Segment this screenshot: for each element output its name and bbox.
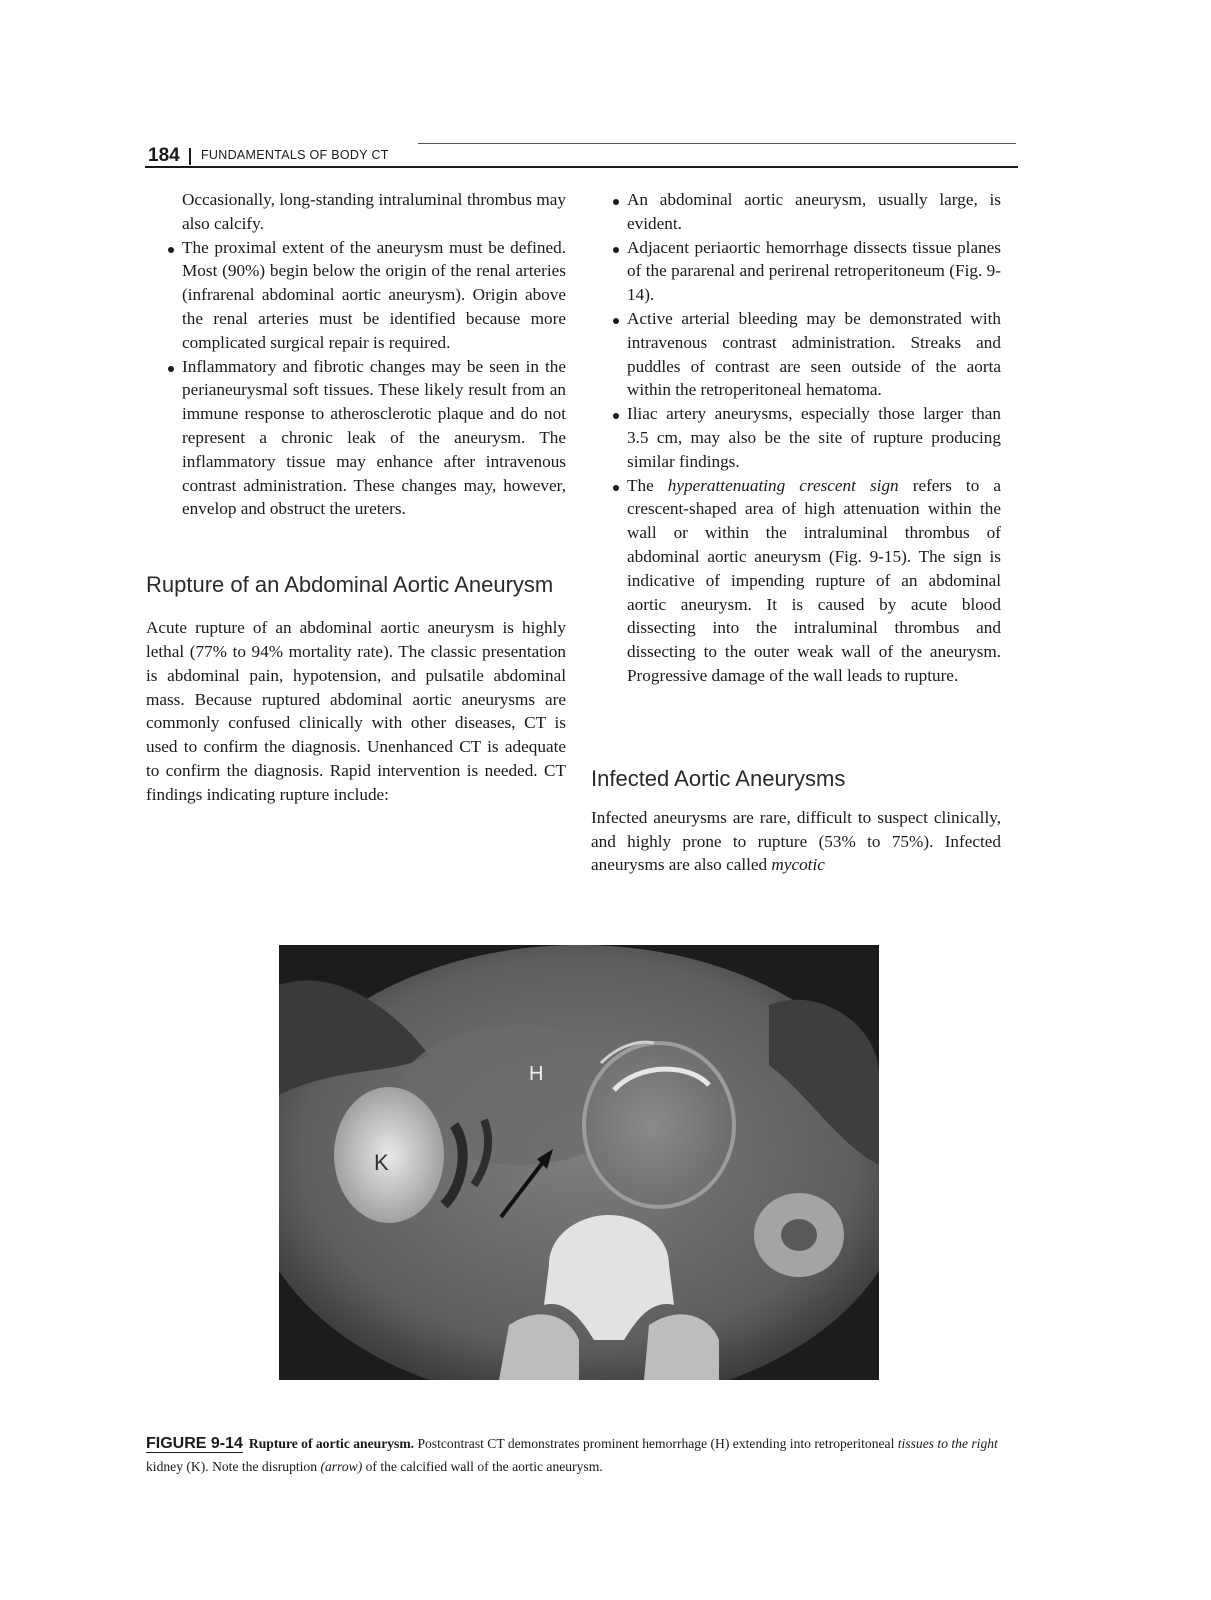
intro-paragraph: Occasionally, long-standing intraluminal thrombus may also calcify.: [182, 190, 566, 233]
rupture-paragraph: Acute rupture of an abdominal aortic aneurysm is highly lethal (77% to 94% mortality rate). The classic presentation is abdominal pain, hypotension, and pulsatile abdominal mass. Because ruptured abdominal aortic aneurysms are commonly confused clinically with other diseases, CT is used to confirm the diagnosis. Unenhanced CT is adequate to confirm the diagnosis. Rapid intervention is needed. CT findings indicating rupture include:: [146, 618, 566, 804]
mycotic-term: mycotic: [771, 855, 825, 875]
figure-label: FIGURE 9-14: [146, 1435, 243, 1452]
header-top-rule: [418, 143, 1016, 144]
right-kidney: [334, 1087, 444, 1223]
list-item: Inflammatory and fibrotic changes may be seen in the perianeurysmal soft tissues. These likely result from an immune response to atherosclerotic plaque and do not represent a chronic leak of the aneurysm. The inflammatory tissue may enhance after intravenous contrast administration. These changes may, however, envelop and obstruct the ureters.: [146, 355, 566, 522]
section-heading-infected: Infected Aortic Aneurysms: [591, 765, 846, 791]
label-h: H: [529, 1063, 544, 1085]
caption-title: Rupture of aortic aneurysm.: [248, 1436, 415, 1451]
label-k: K: [374, 1150, 389, 1175]
bullet-icon: [613, 318, 619, 324]
bullet-icon: [613, 485, 619, 491]
page-number: 184: [148, 145, 180, 166]
figure-caption: FIGURE 9-14 Rupture of aortic aneurysm. Postcontrast CT demonstrates prominent hemorrhage (H) extending into retroperitoneal tissues to the right kidney (K). Note the disruption (arrow) of the calcified wall of the aortic aneurysm.: [146, 1435, 998, 1474]
left-renal-sinus: [781, 1219, 817, 1251]
left-column: [146, 188, 566, 807]
list-item: Adjacent periaortic hemorrhage dissects tissue planes of the pararenal and perirenal retroperitoneum (Fig. 9-14).: [591, 236, 1001, 307]
infected-paragraph: Infected aneurysms are rare, difficult to suspect clinically, and highly prone to rupture (53% to 75%). Infected aneurysms are also called mycotic: [591, 807, 1001, 875]
bullet-icon: [613, 199, 619, 205]
ct-scan-illustration: [279, 945, 879, 1380]
right-bullet-list: [591, 188, 1001, 688]
list-item: Active arterial bleeding may be demonstrated with intravenous contrast administration. Streaks and puddles of contrast are seen outside of the aorta within the retroperitoneal hematoma.: [591, 307, 1001, 402]
vertebral-process-left: [499, 1314, 579, 1380]
list-item: The hyperattenuating crescent sign refers to a crescent-shaped area of high attenuation within the wall or within the intraluminal thrombus of abdominal aortic aneurysm (Fig. 9-15). The sign is indicative of impending rupture of an abdominal aortic aneurysm. It is caused by acute blood dissecting into the intraluminal thrombus and dissecting to the outer weak wall of the aneurysm. Progressive damage of the wall leads to rupture.: [591, 474, 1001, 688]
running-header: [145, 141, 1018, 167]
section-heading-rupture: Rupture of an Abdominal Aortic Aneurysm: [146, 572, 554, 598]
running-title: FUNDAMENTALS OF BODY CT: [201, 148, 389, 162]
vertebral-process-right: [644, 1314, 719, 1380]
bullet-icon: [168, 247, 174, 253]
bullet-icon: [613, 413, 619, 419]
list-item: An abdominal aortic aneurysm, usually large, is evident.: [591, 188, 1001, 236]
bullet-icon: [168, 366, 174, 372]
crescent-sign-term: hyperattenuating crescent sign: [667, 475, 899, 495]
header-bottom-rule: [145, 166, 1018, 168]
list-item: Iliac artery aneurysms, especially those larger than 3.5 cm, may also be the site of rupture producing similar findings.: [591, 402, 1001, 473]
list-item: The proximal extent of the aneurysm must be defined. Most (90%) begin below the origin of the renal arteries (infrarenal abdominal aortic aneurysm). Origin above the renal arteries must be identified because more complicated surgical repair is required.: [146, 236, 566, 355]
bullet-icon: [613, 247, 619, 253]
left-bullet-list: [146, 236, 566, 522]
ct-figure-image: [279, 945, 879, 1380]
right-column: [591, 188, 1001, 877]
header-separator: [189, 148, 191, 165]
